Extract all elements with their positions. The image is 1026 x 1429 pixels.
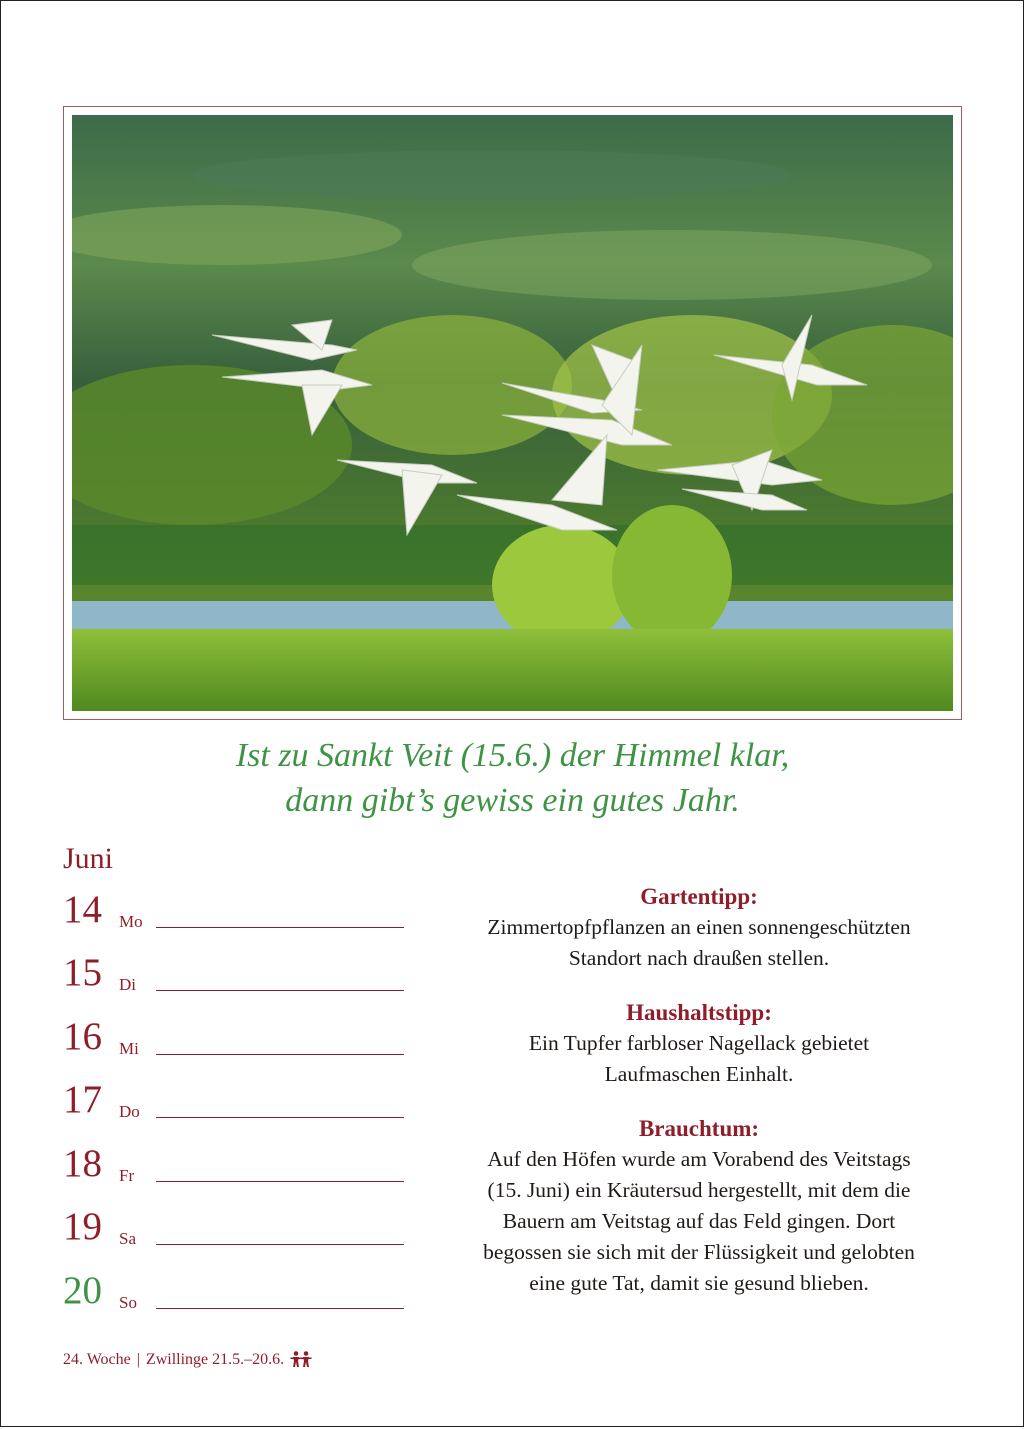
- day-row-di: [63, 945, 408, 995]
- day-row-mi: [63, 1009, 408, 1059]
- day-row-mo: [63, 882, 408, 932]
- tip-line: Auf den Höfen wurde am Vorabend des Veitstags: [487, 1147, 911, 1171]
- day-name: Fr: [119, 1166, 135, 1185]
- day-row-sa: [63, 1199, 408, 1249]
- day-row-do: [63, 1072, 408, 1122]
- day-number: 17: [63, 1078, 102, 1121]
- day-number: 19: [63, 1205, 102, 1248]
- tip-garden-title: Gartentipp:: [640, 884, 758, 909]
- day-number-sunday: 20: [63, 1269, 102, 1312]
- tip-garden-text: [447, 912, 951, 974]
- tip-line: Bauern am Veitstag auf das Feld gingen. Dort: [502, 1209, 896, 1233]
- tip-household-text: [447, 1028, 951, 1090]
- photo-flying-swans: [72, 115, 953, 711]
- month-label: Juni: [63, 842, 114, 875]
- tip-line: Zimmertopfpflanzen an einen sonnengeschützten: [487, 915, 911, 939]
- tip-line: eine gute Tat, damit sie gesund blieben.: [529, 1271, 869, 1295]
- day-number: 16: [63, 1015, 102, 1058]
- zodiac-label: Zwillinge 21.5.–20.6.: [145, 1351, 285, 1368]
- tip-line: (15. Juni) ein Kräutersud hergestellt, mit dem die: [487, 1178, 911, 1202]
- day-name: Sa: [119, 1229, 136, 1248]
- day-name: Mi: [119, 1039, 139, 1058]
- day-writing-line[interactable]: [156, 1244, 404, 1245]
- tip-custom-title: Brauchtum:: [638, 1116, 760, 1141]
- tip-custom: [447, 1114, 951, 1299]
- day-number: 15: [63, 951, 102, 994]
- tip-household: [447, 998, 951, 1090]
- day-row-fr: [63, 1136, 408, 1186]
- day-number: 18: [63, 1142, 102, 1185]
- tip-line: begossen sie sich mit der Flüssigkeit und gelobten: [483, 1240, 915, 1264]
- tip-line: Laufmaschen Einhalt.: [604, 1062, 794, 1086]
- day-number: 14: [63, 888, 102, 931]
- gemini-twins-icon: [290, 1351, 312, 1372]
- tip-household-title: Haushaltstipp:: [626, 1000, 772, 1025]
- footer-separator: |: [136, 1351, 140, 1368]
- tips-column: [447, 882, 951, 1323]
- proverb: [63, 733, 962, 823]
- day-writing-line[interactable]: [156, 927, 404, 928]
- tip-line: Ein Tupfer farbloser Nagellack gebietet: [528, 1031, 870, 1055]
- tip-custom-text: [447, 1144, 951, 1299]
- day-row-so: [63, 1263, 408, 1313]
- proverb-line-2: dann gibt’s gewiss ein gutes Jahr.: [285, 782, 740, 819]
- footer: [63, 1351, 312, 1372]
- day-writing-line[interactable]: [156, 1117, 404, 1118]
- day-name: Do: [119, 1102, 140, 1121]
- week-label: 24. Woche: [63, 1351, 131, 1368]
- day-writing-line[interactable]: [156, 1181, 404, 1182]
- day-writing-line[interactable]: [156, 1308, 404, 1309]
- day-name: Di: [119, 975, 136, 994]
- day-name: So: [119, 1293, 137, 1312]
- day-name: Mo: [119, 912, 143, 931]
- tip-garden: [447, 882, 951, 974]
- proverb-line-1: Ist zu Sankt Veit (15.6.) der Himmel klar,: [235, 737, 790, 774]
- tip-line: Standort nach draußen stellen.: [568, 946, 830, 970]
- day-writing-line[interactable]: [156, 1054, 404, 1055]
- day-writing-line[interactable]: [156, 990, 404, 991]
